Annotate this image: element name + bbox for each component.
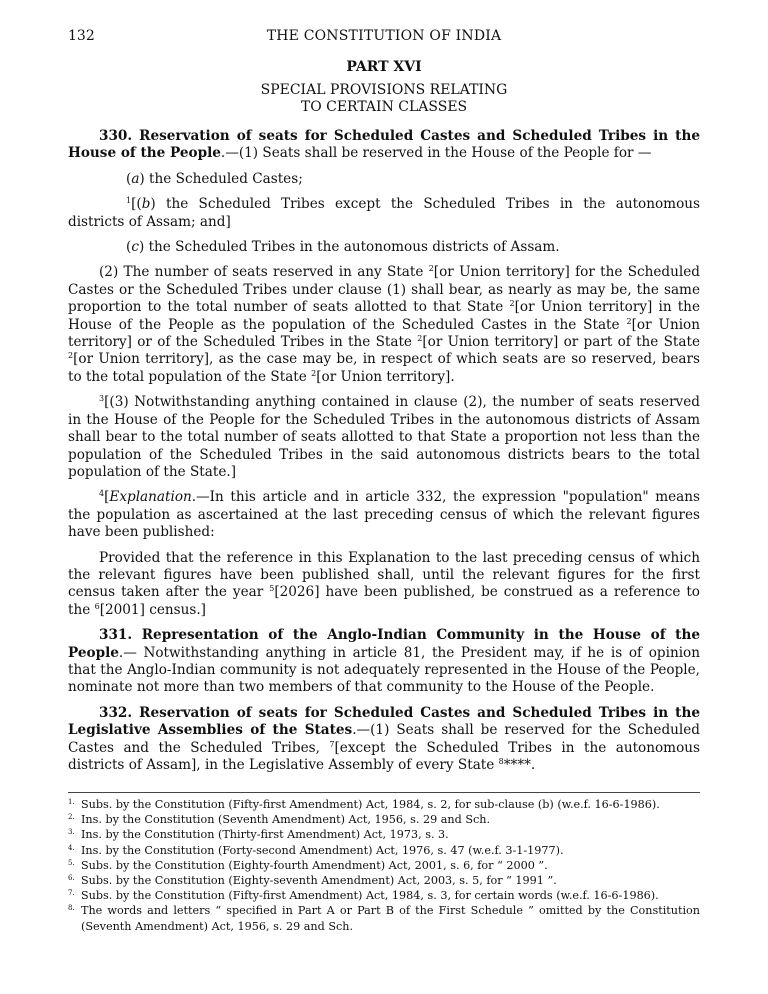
subclause-a-text: the Scheduled Castes; [144,170,303,187]
footnote-number: 8. [68,904,75,913]
footnote-ref: 4 [99,489,105,499]
clause-2-text: [or Union territory] or of the Scheduled Tribes in the State [68,316,700,351]
clause-2-text: (2) The number of seats reserved in any State [99,264,429,281]
footnote-ref: 2 [68,351,74,361]
clause-2-text: [or Union territory]. [316,368,455,385]
footnote-text: The words and letters “ specified in Part A or Part B of the First Schedule ” omitted by the Constitution (Seventh Amendment) Act, 1956, s. 29 and Sch. [81,904,700,933]
proviso-text: Provided that the reference in this Explanation to the last preceding census of which the relevant figures have been published shall, until the relevant figures for the first census taken after the year [68,549,700,601]
footnote-number: 5. [68,858,75,867]
proviso-text: [2001] census.] [99,601,206,618]
main-text [68,128,700,774]
footnote-ref: 2 [428,264,434,274]
article-330-heading: 330. Reservation of seats for Scheduled Castes and Scheduled Tribes in the House of the People [68,128,700,162]
footnote [68,888,700,903]
article-331 [68,627,700,697]
footnote [68,843,700,858]
explanation-label: Explanation [109,489,192,506]
footnote-separator [68,792,700,793]
footnote-ref: 2 [626,316,632,326]
footnote-number: 2. [68,813,75,822]
clause-2-text: [or Union territory], as the case may be, in respect of which seats are so reserved, bears to the total population of the State [68,351,700,385]
part-title-line-2: TO CERTAIN CLASSES [300,99,468,115]
clause-3-text: [(3) Notwithstanding anything contained in clause (2), the number of seats reserved in the House of the People for the Scheduled Tribes in the autonomous districts of Assam shall bear to the total number of seats allotted to that State a proportion not less than the population of the Scheduled Tribes in the said autonomous districts bears to the total population of the State.] [68,394,700,480]
clause-2-text: [or Union territory] in the House of the People as the population of the Scheduled Castes in the State [68,299,700,333]
article-330-clause-1 [68,128,700,163]
article-332-text: [except the Scheduled Tribes in the autonomous districts of Assam], in the Legislative Assembly of every State [68,739,700,773]
article-330-proviso [68,550,700,620]
footnote-number: 7. [68,889,75,898]
clause-2-text: [or Union territory] or part of the State [422,334,700,351]
article-330-explanation: $^4$[Explanation.—In this article and in article 332, the expression "population" means the population as ascertained at the last preceding census of which the relevant figures have been published: [68,489,700,541]
footnote-ref: 2 [417,334,423,344]
proviso-text: [2026] have been published, be construed as a reference to the [68,584,700,618]
footnote-ref: 3 [99,394,105,404]
page-number: 132 [68,28,95,44]
clause-2-text: [or Union territory] for the Scheduled Castes or the Scheduled Tribes under clause (1) shall bear, as nearly as may be, the same proportion to the total number of seats allotted to that State [68,264,700,316]
article-332-text: .—(1) Seats shall be reserved for the Scheduled Castes and the Scheduled Tribes, [68,722,700,756]
explanation-text: .—In this article and in article 332, the expression "population" means the population as ascertained at the last preceding census of which the relevant figures have been published: [68,489,700,541]
footnote-ref: 2 [509,299,515,309]
article-330-subclause-b: $^1$[(b) the Scheduled Tribes except the Scheduled Tribes in the autonomous districts of Assam; and] [68,196,700,230]
running-title: THE CONSTITUTION OF INDIA [266,28,502,44]
article-330-clause-3 [68,394,700,481]
footnote [68,797,700,812]
footnote-number: 4. [68,843,75,852]
footnote-text: Subs. by the Constitution (Eighty-seventh Amendment) Act, 2003, s. 5, for “ 1991 ”. [81,874,557,888]
footnote-text: Subs. by the Constitution (Eighty-fourth Amendment) Act, 2001, s. 6, for “ 2000 ”. [81,858,548,872]
footnote-ref: 7 [329,739,335,749]
footnote-ref: 1 [126,196,132,206]
footnote-ref: 5 [269,584,275,594]
subclause-b-marker: b [141,196,151,213]
footnote-text: Subs. by the Constitution (Fifty-first Amendment) Act, 1984, s. 3, for certain words (w.e.f. 16-6-1986). [81,889,659,903]
article-332-heading: 332. Reservation of seats for Scheduled Castes and Scheduled Tribes in the Legislative Assemblies of the States [68,704,700,739]
part-title [0,82,768,116]
footnote [68,858,700,873]
footnote-ref: 2 [311,368,317,378]
subclause-a-marker: a [131,170,140,187]
article-330-subclause-a: (a) the Scheduled Castes; [126,170,303,187]
subclause-b-text: the Scheduled Tribes except the Scheduled Tribes in the autonomous districts of Assam; and] [68,196,700,230]
part-label: PART XVI [346,59,422,75]
footnote-ref: 6 [94,601,100,611]
footnote-ref: 8 [498,757,504,766]
subclause-c-marker: c [131,239,139,256]
article-330-subclause-c: (c) the Scheduled Tribes in the autonomous districts of Assam. [126,239,560,256]
article-330-clause-2 [68,264,700,386]
article-331-text: .— Notwithstanding anything in article 81, the President may, if he is of opinion that the Anglo-Indian community is not adequately represented in the House of the People, nominate not more than two members of that community to the House of the People. [68,644,700,696]
footnote [68,903,700,933]
footnote-number: 3. [68,828,75,837]
omission-stars: ****. [503,757,536,773]
subclause-c-text: the Scheduled Tribes in the autonomous districts of Assam. [144,239,560,256]
footnote-text: Ins. by the Constitution (Forty-second Amendment) Act, 1976, s. 47 (w.e.f. 3-1-1977). [81,843,564,857]
footnote-text: Ins. by the Constitution (Seventh Amendment) Act, 1956, s. 29 and Sch. [81,813,491,827]
article-330-lead: .—(1) Seats shall be reserved in the House of the People for — [220,145,652,162]
footnote [68,873,700,888]
footnote [68,827,700,842]
part-title-line-1: SPECIAL PROVISIONS RELATING [260,82,508,98]
footnote-number: 1. [68,798,75,806]
footnote-text: Subs. by the Constitution (Fifty-first Amendment) Act, 1984, s. 2, for sub-clause (b) (w.e.f. 16-6-1986). [81,798,660,811]
footnote-text: Ins. by the Constitution (Thirty-first Amendment) Act, 1973, s. 3. [81,828,449,842]
article-332 [68,705,700,775]
page-header [68,28,700,46]
footnotes [68,797,700,934]
footnote [68,812,700,827]
footnote-number: 6. [68,874,75,883]
article-331-heading: 331. Representation of the Anglo-Indian Community in the House of the People [68,627,700,661]
